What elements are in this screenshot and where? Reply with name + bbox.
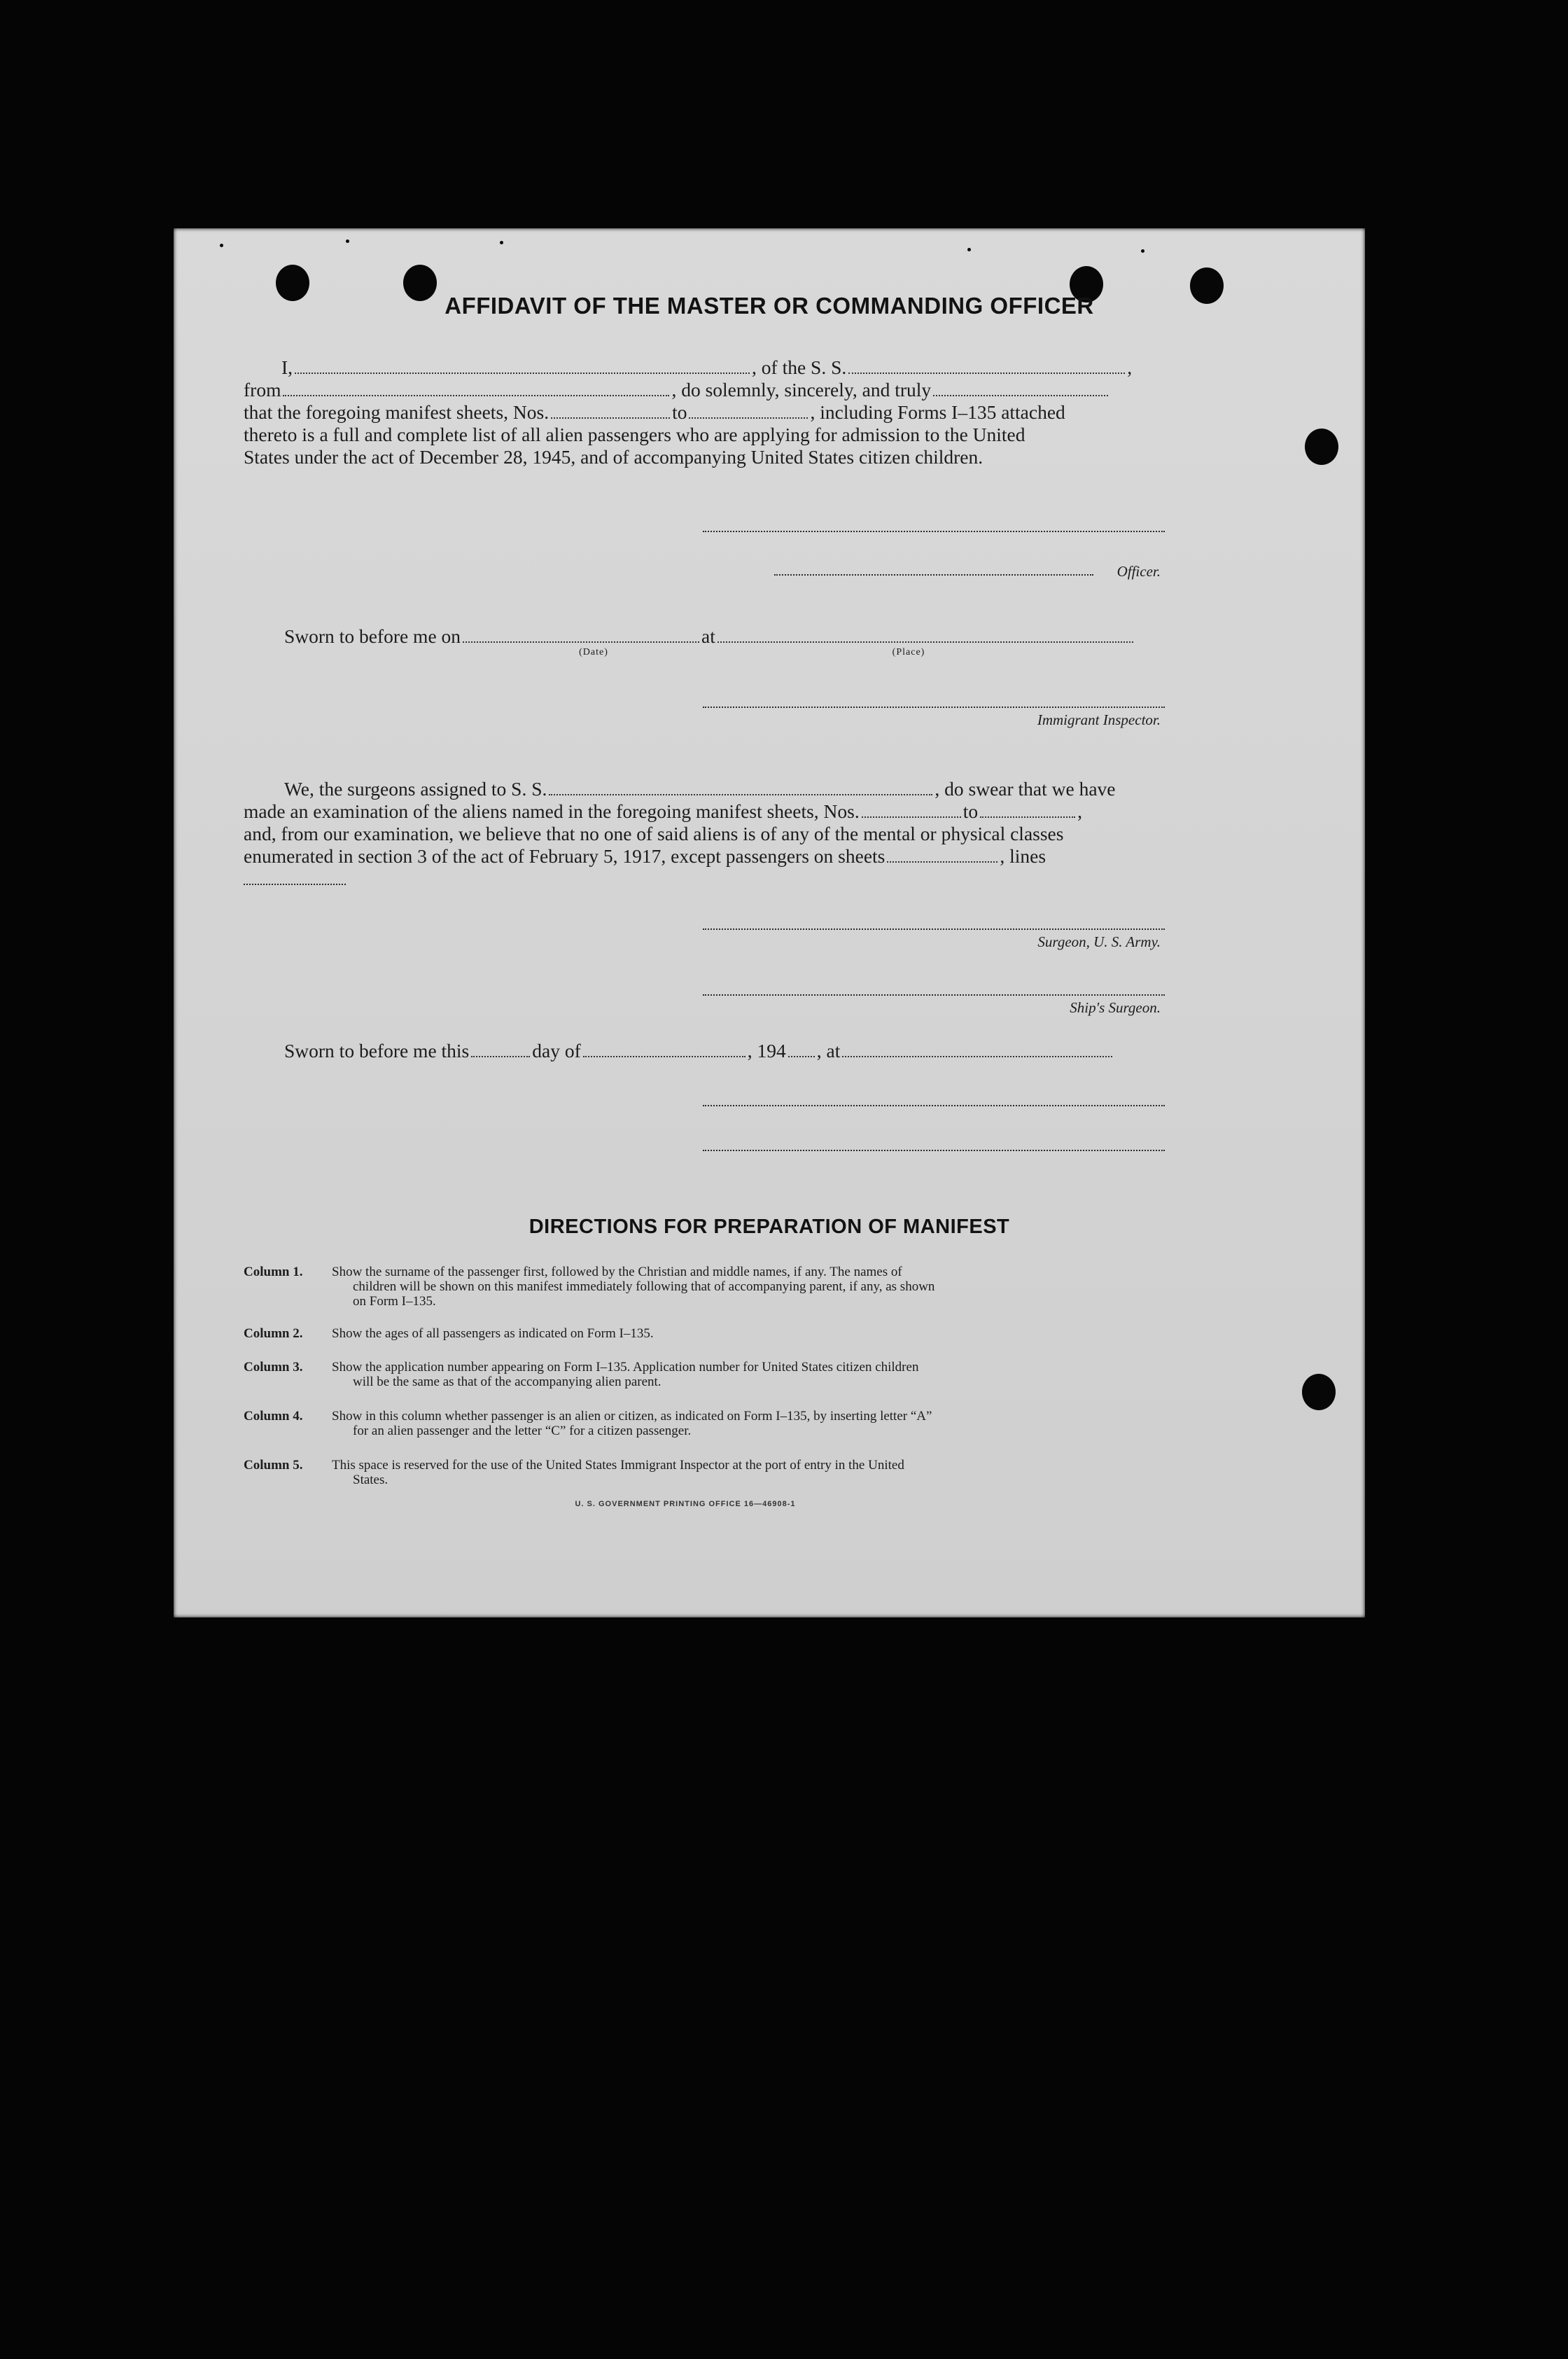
sheet-to-field[interactable] <box>689 403 808 419</box>
affidavit-title: AFFIDAVIT OF THE MASTER OR COMMANDING OFFICER <box>444 293 1094 319</box>
ship-field[interactable] <box>848 359 1125 374</box>
ship-field[interactable] <box>549 780 932 795</box>
year-field[interactable] <box>788 1042 815 1057</box>
direction-row <box>244 1326 1336 1343</box>
sworn-line-2 <box>284 1041 1194 1062</box>
direction-text-line: for an alien passenger and the letter “C” for a citizen passenger. <box>353 1424 692 1438</box>
inspector-title-line[interactable] <box>703 1150 1165 1151</box>
direction-text-line: will be the same as that of the accompanying alien parent. <box>353 1375 662 1389</box>
line-text: , lines <box>1000 845 1046 867</box>
line-text: , at <box>816 1040 841 1062</box>
direction-text <box>332 1265 1333 1309</box>
line-text: , do solemnly, sincerely, and truly <box>671 379 932 401</box>
direction-row <box>244 1409 1336 1440</box>
affidavit-line-2 <box>244 380 1294 401</box>
army-surgeon-signature-line[interactable] <box>703 928 1165 930</box>
sworn-line-1 <box>284 626 1194 647</box>
month-field[interactable] <box>583 1042 746 1057</box>
line-text: , of the S. S. <box>752 356 847 378</box>
lines-field[interactable] <box>244 884 346 885</box>
date-field[interactable] <box>463 627 699 643</box>
line-text: to <box>672 401 687 423</box>
inspector-signature-line[interactable] <box>703 707 1165 708</box>
line-text: Sworn to before me on <box>284 625 461 647</box>
affidavit-line-4: thereto is a full and complete list of all alien passengers who are applying for admission to the United <box>244 424 1026 445</box>
line-text: We, the surgeons assigned to S. S. <box>284 778 547 800</box>
line-text: , <box>1127 356 1133 378</box>
direction-text-line: Show in this column whether passenger is an alien or citizen, as indicated on Form I–135, by inserting letter “A” <box>332 1409 932 1424</box>
direction-text-line: Show the ages of all passengers as indicated on Form I–135. <box>332 1326 654 1341</box>
direction-row <box>244 1360 1336 1391</box>
direction-text-line: Show the application number appearing on Form I–135. Application number for United States citizen children <box>332 1360 919 1375</box>
direction-text-line: This space is reserved for the use of the United States Immigrant Inspector at the port of entry in the United <box>332 1458 904 1473</box>
line-text: to <box>962 800 979 822</box>
inspector-signature-line[interactable] <box>703 1105 1165 1106</box>
speck <box>1141 249 1144 253</box>
army-surgeon-label: Surgeon, U. S. Army. <box>1037 933 1161 950</box>
punch-hole <box>1305 429 1338 465</box>
speck <box>500 241 503 244</box>
officer-signature-line[interactable] <box>703 531 1165 532</box>
surgeons-line-2 <box>244 801 1308 822</box>
ship-surgeon-signature-line[interactable] <box>703 994 1165 996</box>
printing-office-footer: U. S. GOVERNMENT PRINTING OFFICE 16—46908-1 <box>575 1500 796 1508</box>
direction-text <box>332 1458 1333 1487</box>
surgeons-line-3: and, from our examination, we believe that no one of said aliens is of any of the mental or physical classes <box>244 823 1064 844</box>
name-field[interactable] <box>295 359 750 374</box>
affidavit-line-5: States under the act of December 28, 1945, and of accompanying United States citizen children. <box>244 446 983 468</box>
sheet-from-field[interactable] <box>551 403 670 419</box>
direction-row <box>244 1458 1336 1489</box>
line-text: I, <box>281 356 293 378</box>
affidavit-line-1 <box>281 357 1289 378</box>
direction-text-line: on Form I–135. <box>353 1294 436 1309</box>
line-text: made an examination of the aliens named in the foregoing manifest sheets, Nos. <box>244 800 860 822</box>
line-text: at <box>701 625 715 647</box>
place-field[interactable] <box>718 627 1133 643</box>
officer-signature-line[interactable] <box>774 574 1093 576</box>
column-label: Column 3. <box>244 1360 303 1375</box>
sheet-to-field[interactable] <box>980 802 1075 818</box>
line-text: enumerated in section 3 of the act of February 5, 1917, except passengers on sheets <box>244 845 886 867</box>
column-label: Column 1. <box>244 1265 303 1279</box>
surgeons-line-1 <box>284 779 1306 800</box>
place-caption: (Place) <box>892 647 925 657</box>
direction-text <box>332 1326 1333 1341</box>
direction-text-line: Show the surname of the passenger first, followed by the Christian and middle names, if any. The names of <box>332 1265 902 1279</box>
line-text: that the foregoing manifest sheets, Nos. <box>244 401 550 423</box>
speck <box>220 244 223 247</box>
line-text: , <box>1077 800 1083 822</box>
speck <box>346 239 349 243</box>
line-text: from <box>244 379 281 401</box>
line-text: , including Forms I–135 attached <box>810 401 1065 423</box>
column-label: Column 4. <box>244 1409 303 1424</box>
column-label: Column 5. <box>244 1458 303 1473</box>
from-field[interactable] <box>283 381 669 396</box>
line-text: day of <box>532 1040 581 1062</box>
blank-field[interactable] <box>933 381 1108 396</box>
direction-text-line: children will be shown on this manifest immediately following that of accompanying parent, if any, as shown <box>353 1279 935 1294</box>
line-text: , do swear that we have <box>934 778 1116 800</box>
surgeons-line-4 <box>244 846 1308 867</box>
direction-text <box>332 1360 1333 1389</box>
line-text: , 194 <box>747 1040 786 1062</box>
directions-title: DIRECTIONS FOR PREPARATION OF MANIFEST <box>528 1216 1010 1238</box>
affidavit-line-3 <box>244 402 1294 423</box>
direction-row <box>244 1265 1336 1311</box>
form-page <box>174 228 1365 1617</box>
day-field[interactable] <box>471 1042 530 1057</box>
place-field[interactable] <box>842 1042 1112 1057</box>
inspector-label: Immigrant Inspector. <box>1037 711 1161 728</box>
ship-surgeon-label: Ship's Surgeon. <box>1070 999 1161 1016</box>
speck <box>967 248 971 251</box>
line-text: Sworn to before me this <box>284 1040 470 1062</box>
date-caption: (Date) <box>579 647 608 657</box>
officer-label: Officer. <box>1116 563 1161 580</box>
column-label: Column 2. <box>244 1326 303 1341</box>
sheet-from-field[interactable] <box>862 802 961 818</box>
sheets-field[interactable] <box>887 847 997 863</box>
direction-text-line: States. <box>353 1473 388 1487</box>
direction-text <box>332 1409 1333 1438</box>
